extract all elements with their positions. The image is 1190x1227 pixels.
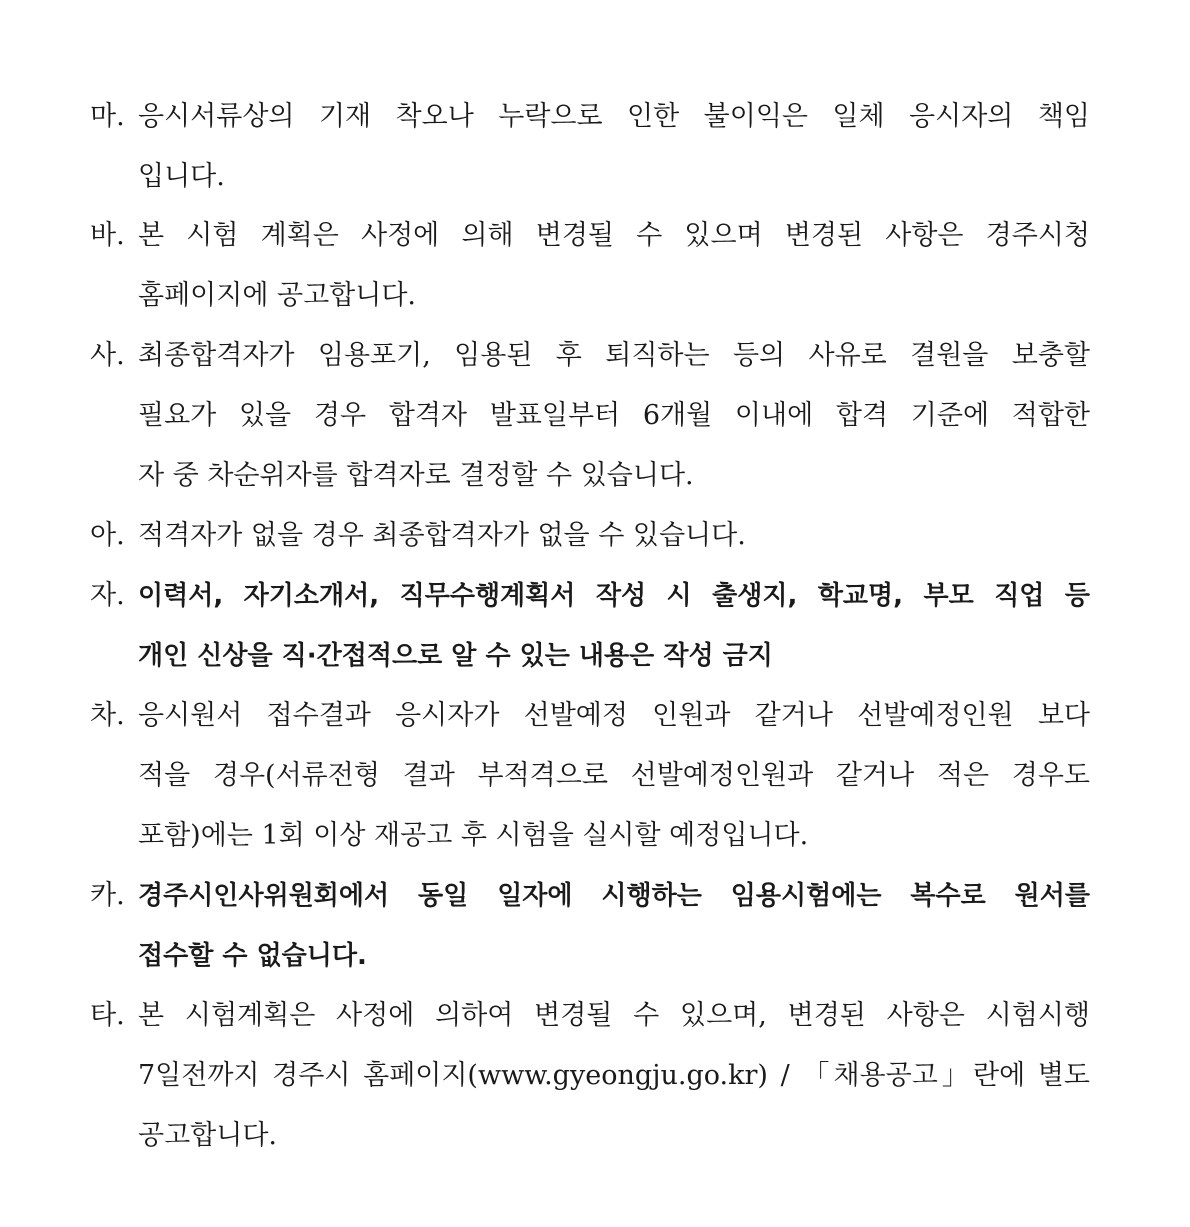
notice-line bbox=[90, 986, 1090, 1046]
notice-line bbox=[90, 746, 1090, 806]
notice-line bbox=[90, 87, 1090, 147]
item-marker: 바. bbox=[90, 220, 125, 251]
notice-line bbox=[90, 506, 1090, 566]
notice-line bbox=[90, 1106, 1090, 1166]
notice-line bbox=[90, 866, 1090, 926]
item-text: 본 시험계획은 사정에 의하여 변경될 수 있으며, 변경된 사항은 시험시행 bbox=[138, 1000, 1090, 1031]
item-text: 최종합격자가 임용포기, 임용된 후 퇴직하는 등의 사유로 결원을 보충할 bbox=[138, 340, 1090, 371]
notice-line bbox=[90, 626, 1090, 686]
notice-item-a bbox=[90, 506, 1090, 566]
notice-item-ka bbox=[90, 866, 1090, 986]
item-text: 7일전까지 경주시 홈페이지(www.gyeongju.go.kr) / 「채용공고」란에 별도 bbox=[138, 1060, 1090, 1091]
notice-item-ba bbox=[90, 206, 1090, 326]
notice-line bbox=[90, 806, 1090, 866]
notice-line bbox=[90, 386, 1090, 446]
item-marker: 자. bbox=[90, 580, 125, 611]
item-text-emphasis: 이력서, 자기소개서, 직무수행계획서 작성 시 출생지, 학교명, 부모 직업 등 bbox=[138, 581, 1090, 611]
item-text-emphasis: 개인 신상을 직·간접적으로 알 수 있는 내용은 작성 금지 bbox=[138, 641, 773, 671]
notice-item-ja bbox=[90, 566, 1090, 686]
item-text: 본 시험 계획은 사정에 의해 변경될 수 있으며 변경된 사항은 경주시청 bbox=[138, 220, 1090, 251]
item-marker: 사. bbox=[90, 340, 125, 371]
notice-line bbox=[90, 266, 1090, 326]
notice-item-ta bbox=[90, 986, 1090, 1166]
item-text: 홈페이지에 공고합니다. bbox=[138, 280, 416, 311]
item-text: 공고합니다. bbox=[138, 1120, 277, 1151]
notice-item-cha bbox=[90, 686, 1090, 866]
notice-line bbox=[90, 926, 1090, 986]
item-marker: 차. bbox=[90, 700, 125, 731]
item-text: 자 중 차순위자를 합격자로 결정할 수 있습니다. bbox=[138, 460, 694, 491]
item-text: 적격자가 없을 경우 최종합격자가 없을 수 있습니다. bbox=[138, 520, 746, 551]
item-marker: 아. bbox=[90, 520, 125, 551]
item-text: 적을 경우(서류전형 결과 부적격으로 선발예정인원과 같거나 적은 경우도 bbox=[138, 760, 1090, 791]
notice-line bbox=[90, 326, 1090, 386]
item-text: 필요가 있을 경우 합격자 발표일부터 6개월 이내에 합격 기준에 적합한 bbox=[138, 400, 1090, 431]
item-marker: 타. bbox=[90, 1000, 125, 1031]
notice-line bbox=[90, 1046, 1090, 1106]
notice-item-ma bbox=[90, 87, 1090, 207]
item-text-emphasis: 경주시인사위원회에서 동일 일자에 시행하는 임용시험에는 복수로 원서를 bbox=[138, 881, 1090, 911]
notice-line bbox=[90, 686, 1090, 746]
notice-item-sa bbox=[90, 326, 1090, 506]
notice-line bbox=[90, 206, 1090, 266]
item-marker: 카. bbox=[90, 880, 125, 911]
notice-line bbox=[90, 147, 1090, 207]
item-text: 응시서류상의 기재 착오나 누락으로 인한 불이익은 일체 응시자의 책임 bbox=[138, 101, 1090, 132]
notice-line bbox=[90, 566, 1090, 626]
item-text-emphasis: 접수할 수 없습니다. bbox=[138, 941, 367, 971]
notice-line bbox=[90, 446, 1090, 506]
item-marker: 마. bbox=[90, 101, 125, 132]
item-text: 입니다. bbox=[138, 161, 225, 192]
item-text: 포함)에는 1회 이상 재공고 후 시험을 실시할 예정입니다. bbox=[138, 820, 809, 851]
item-text: 응시원서 접수결과 응시자가 선발예정 인원과 같거나 선발예정인원 보다 bbox=[138, 700, 1090, 731]
